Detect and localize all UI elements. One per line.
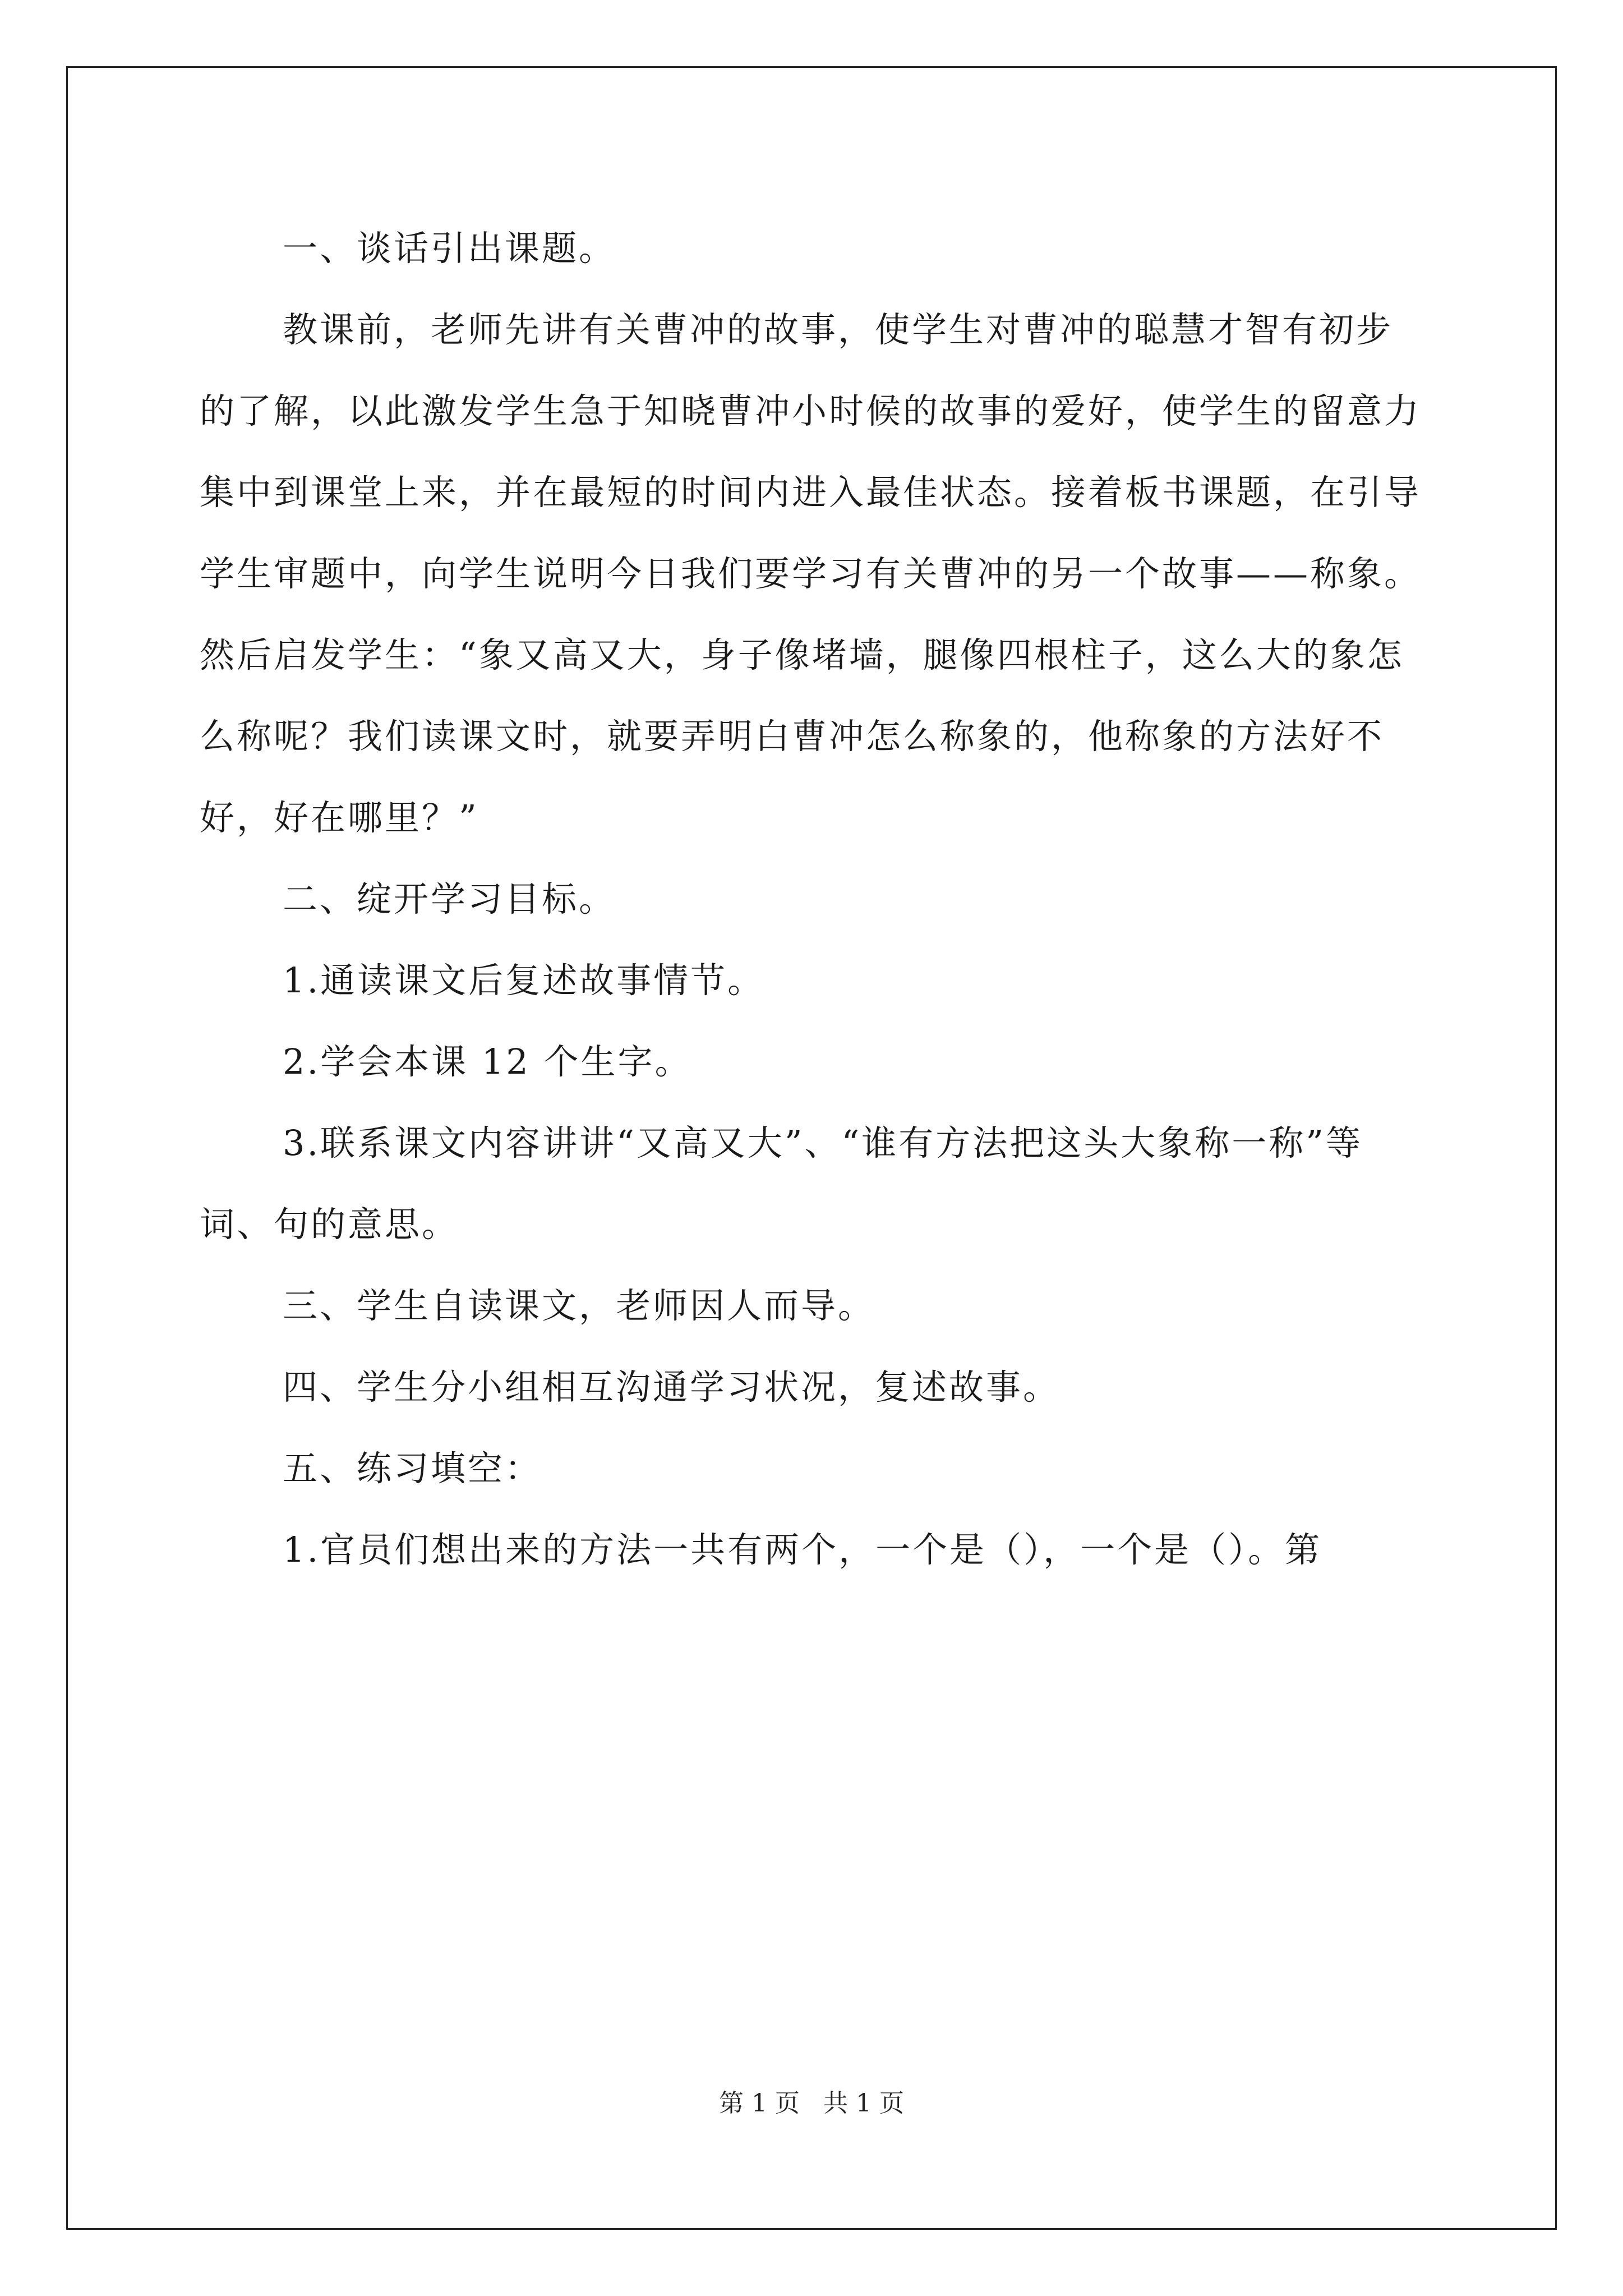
heading-self-reading: 三、学生自读课文，老师因人而导。 [283, 1285, 875, 1326]
heading-intro: 一、谈话引出课题。 [283, 228, 616, 269]
page-number: 第 1 页 [719, 2089, 800, 2118]
exercise-item-1: 1.官员们想出来的方法一共有两个，一个是（），一个是（）。第 [283, 1529, 1322, 1570]
page-total: 共 1 页 [823, 2089, 904, 2118]
paragraph-intro-body: 教课前，老师先讲有关曹冲的故事，使学生对曹冲的聪慧才智有初步的了解，以此激发学生急于知晓曹冲小时候的故事的爱好，使学生的留意力集中到课堂上来，并在最短的时间内进入最佳状态。接着板书课题，在引导学生审题中，向学生说明今日我们要学习有关曹冲的另一个故事——称象。然后启发学生：“象又高又大，身子像堵墙，腿像四根柱子，这么大的象怎么称呢？我们读课文时，就要弄明白曹冲怎么称象的，他称象的方法好不好，好在哪里？” [200, 309, 1422, 838]
objective-item-3: 3.联系课文内容讲讲“又高又大”、“谁有方法把这头大象称一称”等词、句的意思。 [200, 1122, 1363, 1245]
heading-group-discussion: 四、学生分小组相互沟通学习状况，复述故事。 [283, 1366, 1061, 1407]
document-body [200, 208, 1428, 1590]
heading-objectives: 二、绽开学习目标。 [283, 878, 616, 919]
page-footer [0, 2087, 1623, 2120]
objective-item-1: 1.通读课文后复述故事情节。 [283, 960, 765, 1001]
objective-item-2: 2.学会本课 12 个生字。 [283, 1041, 692, 1082]
heading-exercise: 五、练习填空： [283, 1448, 542, 1489]
